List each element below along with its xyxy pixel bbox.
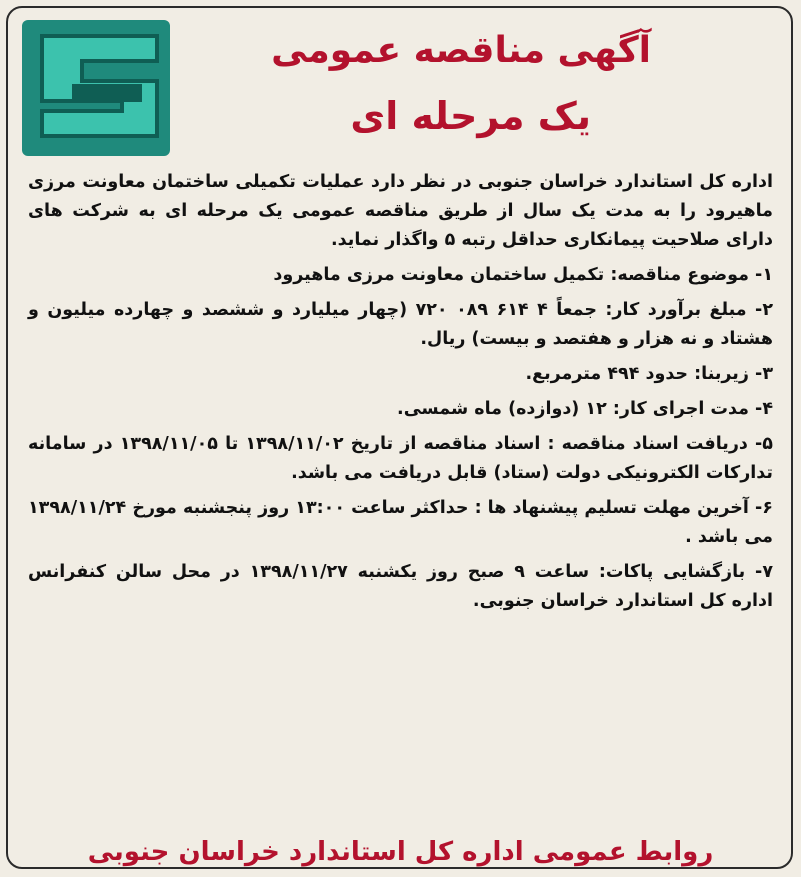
intro-paragraph: اداره کل استاندارد خراسان جنوبی در نظر دارد عملیات تکمیلی ساختمان معاونت مرزی ماهیرود را به مدت یک سال از طریق مناقصه عمومی یک مرحله ای به شرکت های دارای صلاحیت پیمانکاری حداقل رتبه ۵ واگذار نماید. [28,172,773,250]
list-item: ۳- زیربنا: حدود ۴۹۴ مترمربع. [525,364,773,384]
list-item: ۶- آخرین مهلت تسلیم پیشنهاد ها : حداکثر ساعت ۱۳:۰۰ روز پنجشنبه مورخ ۱۳۹۸/۱۱/۲۴ می باشد . [28,498,773,547]
list-item: ۵- دریافت اسناد مناقصه : اسناد مناقصه از تاریخ ۱۳۹۸/۱۱/۰۲ تا ۱۳۹۸/۱۱/۰۵ در سامانه تدارکات الکترونیکی دولت (ستاد) قابل دریافت می باشد. [28,434,773,483]
footer-signature: روابط عمومی اداره کل استاندارد خراسان جنوبی [87,837,714,867]
notice-subtitle: یک مرحله ای [350,94,591,138]
notice-body [28,168,773,622]
list-item: ۱- موضوع مناقصه: تکمیل ساختمان معاونت مرزی ماهیرود [273,265,773,285]
ostandari-logo-icon [12,6,182,166]
list-item: ۲- مبلغ برآورد کار: جمعاً ۴ ۶۱۴ ۰۸۹ ۷۲۰ (چهار میلیارد و ششصد و چهارده میلیون و هشتاد و نه هزار و هفتصد و بیست) ریال. [28,300,774,349]
list-item: ۴- مدت اجرای کار: ۱۲ (دوازده) ماه شمسی. [397,399,773,419]
list-item: ۷- بازگشایی پاکات: ساعت ۹ صبح روز یکشنبه ۱۳۹۸/۱۱/۲۷ در محل سالن کنفرانس اداره کل استاندارد خراسان جنوبی. [28,562,773,611]
notice-title: آگهی مناقصه عمومی [271,30,651,71]
